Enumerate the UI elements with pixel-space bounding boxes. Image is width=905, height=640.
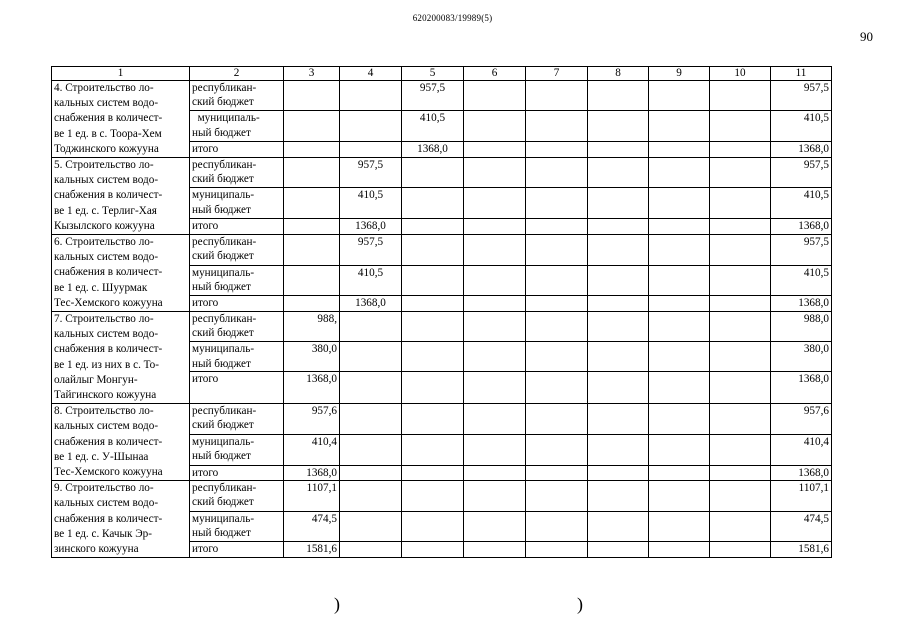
description-line: кальных систем водо- [54,497,159,510]
amount-cell [464,111,526,142]
amount-cell [649,465,710,481]
amount-cell [710,435,771,465]
amount-cell [284,81,340,111]
amount-cell: 410,5 [771,188,832,219]
description-line: 8. Строительство ло- [54,405,154,418]
amount-cell [649,219,710,235]
amount-cell [464,342,526,372]
amount-cell [402,465,464,481]
amount-cell [710,481,771,512]
amount-cell [464,371,526,403]
amount-cell [710,312,771,342]
item-description [52,312,190,404]
item-description [52,481,190,558]
funding-source: итого [190,296,284,312]
amount-cell [402,296,464,312]
amount-cell: 380,0 [771,342,832,372]
table-row [52,81,832,111]
amount-cell [402,511,464,541]
amount-cell [710,296,771,312]
amount-cell: 1368,0 [402,142,464,158]
funding-source: итого [190,465,284,481]
amount-cell [588,265,649,295]
funding-source: республикан- ский бюджет [190,81,284,111]
amount-cell [340,541,402,557]
amount-cell: 410,4 [771,435,832,465]
amount-cell: 957,5 [340,235,402,266]
amount-cell [464,541,526,557]
amount-cell [588,465,649,481]
description-line: Тес-Хемского кожууна [54,466,163,479]
amount-cell: 957,5 [340,158,402,188]
funding-source: муниципаль- ный бюджет [190,511,284,541]
amount-cell: 1368,0 [284,465,340,481]
amount-cell [402,188,464,219]
amount-cell: 1368,0 [284,371,340,403]
table-row [52,158,832,188]
description-line: ве 1 ед. с. Терлиг-Хая [54,204,157,217]
amount-cell [710,371,771,403]
amount-cell: 410,4 [284,435,340,465]
amount-cell [588,404,649,435]
column-header-row [52,67,832,81]
amount-cell [588,142,649,158]
amount-cell [464,265,526,295]
amount-cell [464,481,526,512]
amount-cell [340,371,402,403]
amount-cell [402,235,464,266]
amount-cell [340,435,402,465]
amount-cell [526,265,588,295]
amount-cell [649,81,710,111]
amount-cell [710,465,771,481]
amount-cell [464,404,526,435]
amount-cell [649,296,710,312]
column-header: 4 [340,67,402,81]
amount-cell [526,188,588,219]
amount-cell: 1581,6 [771,541,832,557]
amount-cell [649,265,710,295]
amount-cell [464,465,526,481]
amount-cell [526,235,588,266]
amount-cell [710,265,771,295]
amount-cell [526,111,588,142]
page-number: 90 [860,29,873,44]
funding-source: итого [190,219,284,235]
funding-source: муниципаль- ный бюджет [190,265,284,295]
description-line: 6. Строительство ло- [54,236,154,249]
column-header: 10 [710,67,771,81]
amount-cell: 410,5 [340,188,402,219]
amount-cell [588,235,649,266]
funding-source: итого [190,541,284,557]
amount-cell [649,312,710,342]
handwritten-mark: ) [334,594,340,614]
handwritten-mark: ) [577,594,583,614]
amount-cell [402,312,464,342]
amount-cell [588,81,649,111]
amount-cell: 957,6 [771,404,832,435]
amount-cell: 988,0 [771,312,832,342]
description-line: Кызылского кожууна [54,219,155,232]
column-header: 1 [52,67,190,81]
column-header: 7 [526,67,588,81]
funding-source: муниципаль- ный бюджет [190,435,284,465]
description-line: ве 1 ед. из них в с. То- [54,358,159,371]
description-line: снабжения в количест- [54,512,163,525]
amount-cell [710,511,771,541]
amount-cell: 957,5 [771,81,832,111]
amount-cell [464,435,526,465]
amount-cell [710,142,771,158]
description-line: снабжения в количест- [54,435,163,448]
amount-cell [526,481,588,512]
amount-cell: 1107,1 [771,481,832,512]
amount-cell [464,188,526,219]
amount-cell [340,465,402,481]
amount-cell [284,296,340,312]
description-line: ве 1 ед. с. У-Шынаа [54,450,149,463]
document-id: 620200083/19989(5) [412,13,493,23]
amount-cell [526,511,588,541]
description-line: снабжения в количест- [54,112,163,125]
description-line: Тес-Хемского кожууна [54,296,163,309]
item-description [52,404,190,481]
amount-cell [402,265,464,295]
amount-cell [284,158,340,188]
amount-cell: 1368,0 [771,142,832,158]
amount-cell: 380,0 [284,342,340,372]
amount-cell [526,541,588,557]
amount-cell [464,511,526,541]
funding-source: итого [190,142,284,158]
funding-source: республикан- ский бюджет [190,481,284,512]
amount-cell [526,296,588,312]
amount-cell [526,371,588,403]
amount-cell [402,158,464,188]
amount-cell [588,342,649,372]
amount-cell [340,404,402,435]
amount-cell [588,481,649,512]
amount-cell [526,404,588,435]
amount-cell [464,158,526,188]
description-line: 5. Строительство ло- [54,159,154,172]
amount-cell: 1581,6 [284,541,340,557]
description-line: снабжения в количест- [54,189,163,202]
amount-cell [526,81,588,111]
amount-cell [588,188,649,219]
column-header: 2 [190,67,284,81]
amount-cell: 957,6 [284,404,340,435]
amount-cell [710,188,771,219]
amount-cell [526,158,588,188]
amount-cell [464,312,526,342]
amount-cell [340,111,402,142]
amount-cell [464,235,526,266]
amount-cell: 957,5 [771,158,832,188]
funding-source: республикан- ский бюджет [190,404,284,435]
amount-cell [284,219,340,235]
description-line: Тайгинского кожууна [54,389,157,402]
amount-cell: 1368,0 [771,465,832,481]
funding-source: муниципаль- ный бюджет [190,188,284,219]
amount-cell: 1368,0 [771,371,832,403]
amount-cell [284,142,340,158]
description-line: Тоджинского кожууна [54,142,159,155]
amount-cell: 410,5 [771,265,832,295]
amount-cell [284,235,340,266]
amount-cell [588,219,649,235]
amount-cell: 410,5 [402,111,464,142]
amount-cell [649,188,710,219]
amount-cell: 988, [284,312,340,342]
amount-cell: 1107,1 [284,481,340,512]
description-line: кальных систем водо- [54,174,159,187]
amount-cell [649,111,710,142]
amount-cell [588,296,649,312]
amount-cell: 957,5 [402,81,464,111]
amount-cell [588,511,649,541]
column-header: 9 [649,67,710,81]
description-line: ве 1 ед. в с. Тоора-Хем [54,127,162,140]
amount-cell: 474,5 [771,511,832,541]
amount-cell [340,142,402,158]
table-row [52,312,832,342]
amount-cell [284,265,340,295]
amount-cell: 1368,0 [771,219,832,235]
amount-cell [710,404,771,435]
amount-cell [710,111,771,142]
description-line: олайлыг Монгун- [54,373,138,386]
amount-cell [710,235,771,266]
amount-cell [649,481,710,512]
amount-cell [710,541,771,557]
amount-cell [649,541,710,557]
amount-cell [340,312,402,342]
amount-cell [402,342,464,372]
funding-source: муниципаль- ный бюджет [190,342,284,372]
column-header: 3 [284,67,340,81]
amount-cell: 1368,0 [340,296,402,312]
amount-cell: 410,5 [771,111,832,142]
amount-cell [464,142,526,158]
table-row [52,481,832,512]
funding-source: республикан- ский бюджет [190,312,284,342]
amount-cell [588,111,649,142]
amount-cell [464,81,526,111]
column-header: 11 [771,67,832,81]
amount-cell [526,465,588,481]
amount-cell [588,541,649,557]
amount-cell [649,158,710,188]
amount-cell [340,342,402,372]
description-line: 4. Строительство ло- [54,82,154,94]
amount-cell [340,481,402,512]
amount-cell [588,435,649,465]
description-line: кальных систем водо- [54,420,159,433]
item-description [52,158,190,235]
funding-source: итого [190,371,284,403]
description-line: кальных систем водо- [54,97,159,110]
amount-cell: 1368,0 [340,219,402,235]
budget-table [51,66,832,558]
funding-source: муниципаль- ный бюджет [190,111,284,142]
amount-cell [464,296,526,312]
amount-cell [284,111,340,142]
amount-cell [402,435,464,465]
amount-cell [340,511,402,541]
description-line: 9. Строительство ло- [54,482,154,495]
amount-cell [402,541,464,557]
amount-cell [649,342,710,372]
amount-cell [710,342,771,372]
amount-cell [588,312,649,342]
item-description [52,235,190,312]
amount-cell [340,81,402,111]
table-row [52,235,832,266]
amount-cell [649,511,710,541]
amount-cell [710,158,771,188]
description-line: зинского кожууна [54,543,139,556]
amount-cell: 410,5 [340,265,402,295]
item-description [52,81,190,158]
amount-cell [588,371,649,403]
amount-cell [526,312,588,342]
amount-cell [402,404,464,435]
amount-cell [710,219,771,235]
amount-cell: 1368,0 [771,296,832,312]
description-line: кальных систем водо- [54,251,159,264]
amount-cell [649,235,710,266]
amount-cell [464,219,526,235]
column-header: 5 [402,67,464,81]
column-header: 6 [464,67,526,81]
amount-cell [526,219,588,235]
amount-cell [402,219,464,235]
description-line: снабжения в количест- [54,343,163,356]
description-line: ве 1 ед. с. Качык Эр- [54,527,152,540]
description-line: кальных систем водо- [54,328,159,341]
amount-cell [402,371,464,403]
table-row [52,404,832,435]
amount-cell [526,142,588,158]
amount-cell: 957,5 [771,235,832,266]
amount-cell [402,481,464,512]
description-line: ве 1 ед. с. Шуурмак [54,281,148,294]
amount-cell [649,371,710,403]
amount-cell [526,435,588,465]
description-line: снабжения в количест- [54,266,163,279]
funding-source: республикан- ский бюджет [190,158,284,188]
amount-cell [588,158,649,188]
funding-source: республикан- ский бюджет [190,235,284,266]
amount-cell: 474,5 [284,511,340,541]
amount-cell [649,404,710,435]
description-line: 7. Строительство ло- [54,313,154,326]
amount-cell [710,81,771,111]
amount-cell [284,188,340,219]
amount-cell [649,435,710,465]
amount-cell [526,342,588,372]
column-header: 8 [588,67,649,81]
amount-cell [649,142,710,158]
